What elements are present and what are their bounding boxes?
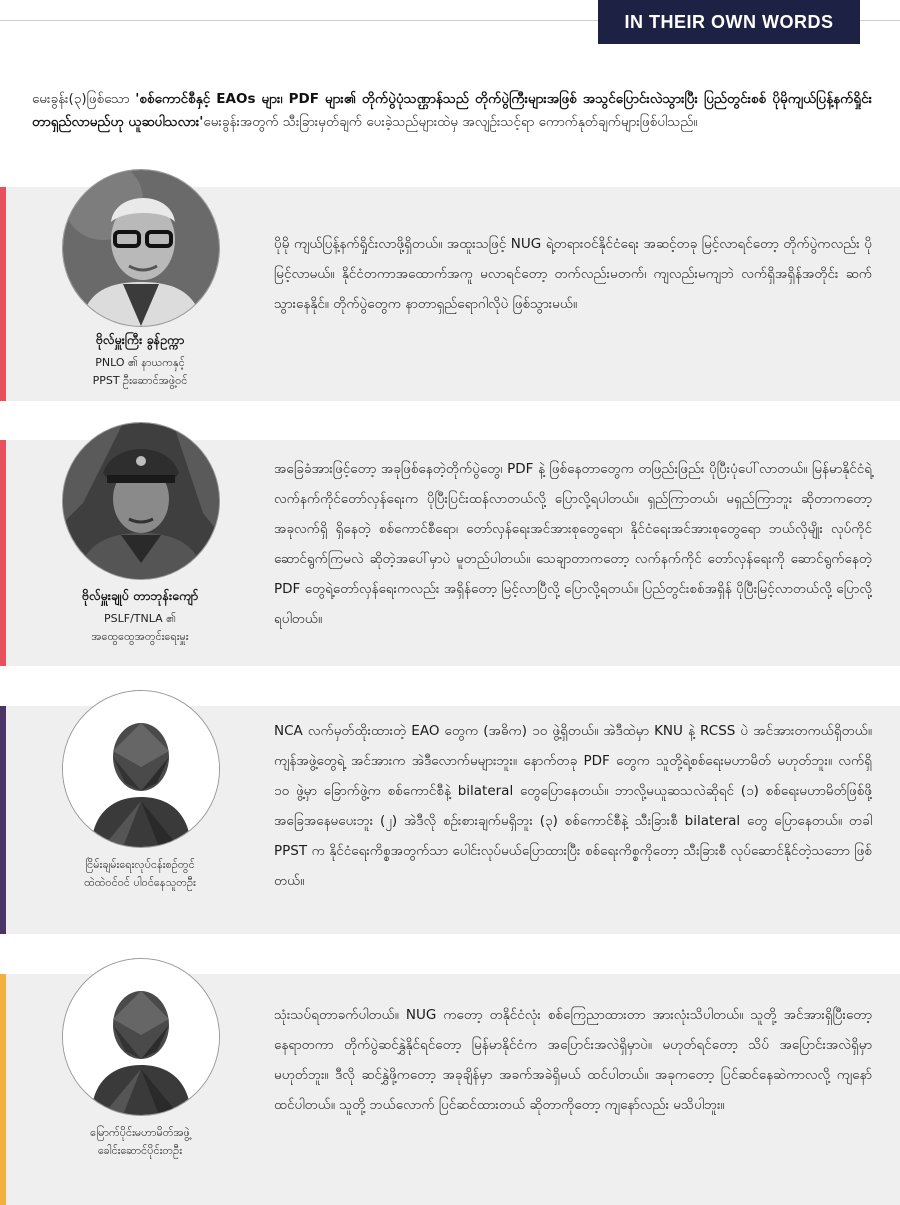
portrait-icon [63,423,219,579]
card-accent-bar [0,706,6,934]
quote-card-1 [0,187,900,401]
speaker-role-line-2: အထွေထွေအတွင်းရေးမှူး [91,630,189,643]
speaker-role-line-1: PNLO ၏ နာယကနှင့် [95,356,185,369]
anonymous-person-icon [63,691,219,847]
quote-card-3 [0,706,900,934]
speaker-role-line-1: PSLF/TNLA ၏ [104,612,176,625]
speaker-role-line-1: မြောက်ပိုင်းမဟာမိတ်အဖွဲ့ [90,1126,190,1139]
speaker-role-line-2: PPST ဦးဆောင်အဖွဲ့ဝင် [92,374,188,387]
speaker-photo [62,690,220,848]
speaker-photo [62,169,220,327]
speaker-quote: အခြေခံအားဖြင့်တော့ အခုဖြစ်နေတဲ့တိုက်ပွဲတွေ၊ PDF နဲ့ ဖြစ်နေတာတွေက တဖြည်းဖြည်း ပိုပြီးပုံပေါ်လာတယ်။ မြန်မာနိုင်ငံရဲ့လက်နက်ကိုင်တော်လှန်ရေးက ပိုပြီးပြင်းထန်လာတယ်လို့ ပြောလို့ရပါတယ်။ ရှည်ကြာတယ်၊ မရှည်ကြာဘူး ဆိုတာကတော့ အခုလက်ရှိ ရှိနေတဲ့ စစ်ကောင်စီရော၊ တော်လှန်ရေးအင်အားစုတွေရော၊ နိုင်ငံရေးအင်အားစုတွေရော ဘယ်လိုမျိုး လုပ်ကိုင်ဆောင်ရွက်ကြမလဲ ဆိုတဲ့အပေါ်မှာပဲ မူတည်ပါတယ်။ သေချာတာကတော့ လက်နက်ကိုင် တော်လှန်ရေးကို ဆောင်ရွက်နေတဲ့ PDF တွေရဲ့တော်လှန်ရေးကလည်း အရှိန်တော့ မြင့်လာပြီလို့ ပြောလို့ရတယ်။ ပြည်တွင်းစစ်အရှိန် ပိုပြီးမြင့်လာတယ်လို့ ပြောလို့ရပါတယ်။ [274,461,872,627]
intro-question: 'စစ်ကောင်စီနှင့် EAOs များ၊ PDF များ၏ တိုက်ပွဲပုံသဏ္ဌာန်သည် တိုက်ပွဲကြီးများအဖြစ် အသွင်ပြောင်းလဲသွားပြီး ပြည်တွင်းစစ် ပိုမိုကျယ်ပြန့်နက်ရှိုင်း တာရှည်လာမည်ဟု ယူဆပါသလား' [32,91,872,130]
intro-lead: မေးခွန်း(၃)ဖြစ်သော [32,91,136,107]
speaker-photo [62,422,220,580]
card-accent-bar [0,974,6,1205]
speaker-quote: သုံးသပ်ရတာခက်ပါတယ်။ NUG ကတော့ တနိုင်ငံလုံး စစ်ကြေညာထားတာ အားလုံးသိပါတယ်။ သူတို့ အင်အားရှိပြီးတော့ နေရာတကာ တိုက်ပွဲဆင်နွှဲနိုင်ရင်တော့ မြန်မာနိုင်ငံက အပြောင်းအလဲရှိမှာပဲ။ မဟုတ်ရင်တော့ သိပ် အပြောင်းအလဲရှိမှာ မဟုတ်ဘူး။ ဒီလို ဆင်နွှဲဖို့ကတော့ အခုချိန်မှာ အခက်အခဲရှိမယ် ထင်ပါတယ်။ အခုကတော့ ပြင်ဆင်နေဆဲကာလလို့ ကျနော်ထင်ပါတယ်။ သူတို့ ဘယ်လောက် ပြင်ဆင်ထားတယ် ဆိုတာကိုတော့ ကျနော်လည်း မသိပါဘူး။ [274,1007,872,1113]
intro-tail: မေးခွန်းအတွက် သီးခြားမှတ်ချက် ပေးခဲ့သည်များထဲမှ အလျဉ်းသင့်ရာ ကောက်နုတ်ချက်များဖြစ်ပါသည်။ [203,114,698,130]
speaker-photo [62,958,220,1116]
speaker-quote: NCA လက်မှတ်ထိုးထားတဲ့ EAO တွေက (အဓိက) ၁၀ ဖွဲ့ရှိတယ်။ အဲဒီထဲမှာ KNU နဲ့ RCSS ပဲ အင်အားတကယ်ရှိတယ်။ ကျန်အဖွဲ့တွေရဲ့ အင်အားက အဲဒီလောက်မများဘူး။ နောက်တခု PDF တွေက သူတို့ရဲ့စစ်ရေးမဟာမိတ် မဟုတ်ဘူး။ လက်ရှိ ၁၀ ဖွဲ့မှာ ခြောက်ဖွဲ့က စစ်ကောင်စီနဲ့ bilateral တွေပြောနေတယ်။ ဘာလို့မယူဆသလဲဆိုရင် (၁) စစ်ရေးမဟာမိတ်ဖြစ်ဖို့ အခြေအနေမပေးဘူး (၂) အဲဒီလို စဉ်းစားချက်မရှိဘူး (၃) စစ်ကောင်စီနဲ့ သီးခြားစီ bilateral တွေ ပြောနေတယ်။ တခါ PPST က နိုင်ငံရေးကိစ္စအတွက်သာ ပေါင်းလုပ်မယ်ပြောထားပြီး စစ်ရေးကိစ္စကိုတော့ သီးခြားစီ လုပ်ဆောင်နိုင်တဲ့သဘော ဖြစ်တယ်။ [274,723,872,889]
speaker-name: ဗိုလ်မှူးချုပ် တာဘုန်းကျော် [81,588,199,603]
speaker-role-line-1: ငြိမ်းချမ်းရေးလုပ်ငန်းစဉ်တွင် [85,858,195,871]
speaker-role-line-2: ထဲထဲဝင်ဝင် ပါဝင်နေသူတဦး [84,876,196,889]
section-tag: IN THEIR OWN WORDS [598,0,860,44]
anonymous-person-icon [63,959,219,1115]
card-accent-bar [0,187,6,401]
portrait-icon [63,170,219,326]
speaker-quote: ပိုမို ကျယ်ပြန့်နက်ရှိုင်းလာဖို့ရှိတယ်။ အထူးသဖြင့် NUG ရဲ့တရားဝင်နိုင်ငံရေး အဆင့်တခု မြင့်လာရင်တော့ တိုက်ပွဲကလည်း ပိုမြင့်လာမယ်။ နိုင်ငံတကာအထောက်အကူ မလာရင်တော့ တက်လည်းမတက်၊ ကျလည်းမကျဘဲ လက်ရှိအရှိန်အတိုင်း ဆက်သွားနေနိုင်။ တိုက်ပွဲတွေက နာတာရှည်ရောဂါလိုပဲ ဖြစ်သွားမယ်။ [274,236,872,312]
speaker-name: ဗိုလ်မှူးကြီး ခွန်ဥက္ကာ [95,332,185,347]
quote-card-2 [0,440,900,666]
card-accent-bar [0,440,6,666]
intro-paragraph [32,88,872,134]
speaker-role-line-2: ခေါင်းဆောင်ပိုင်းတဦး [97,1144,183,1157]
quote-card-4 [0,974,900,1205]
